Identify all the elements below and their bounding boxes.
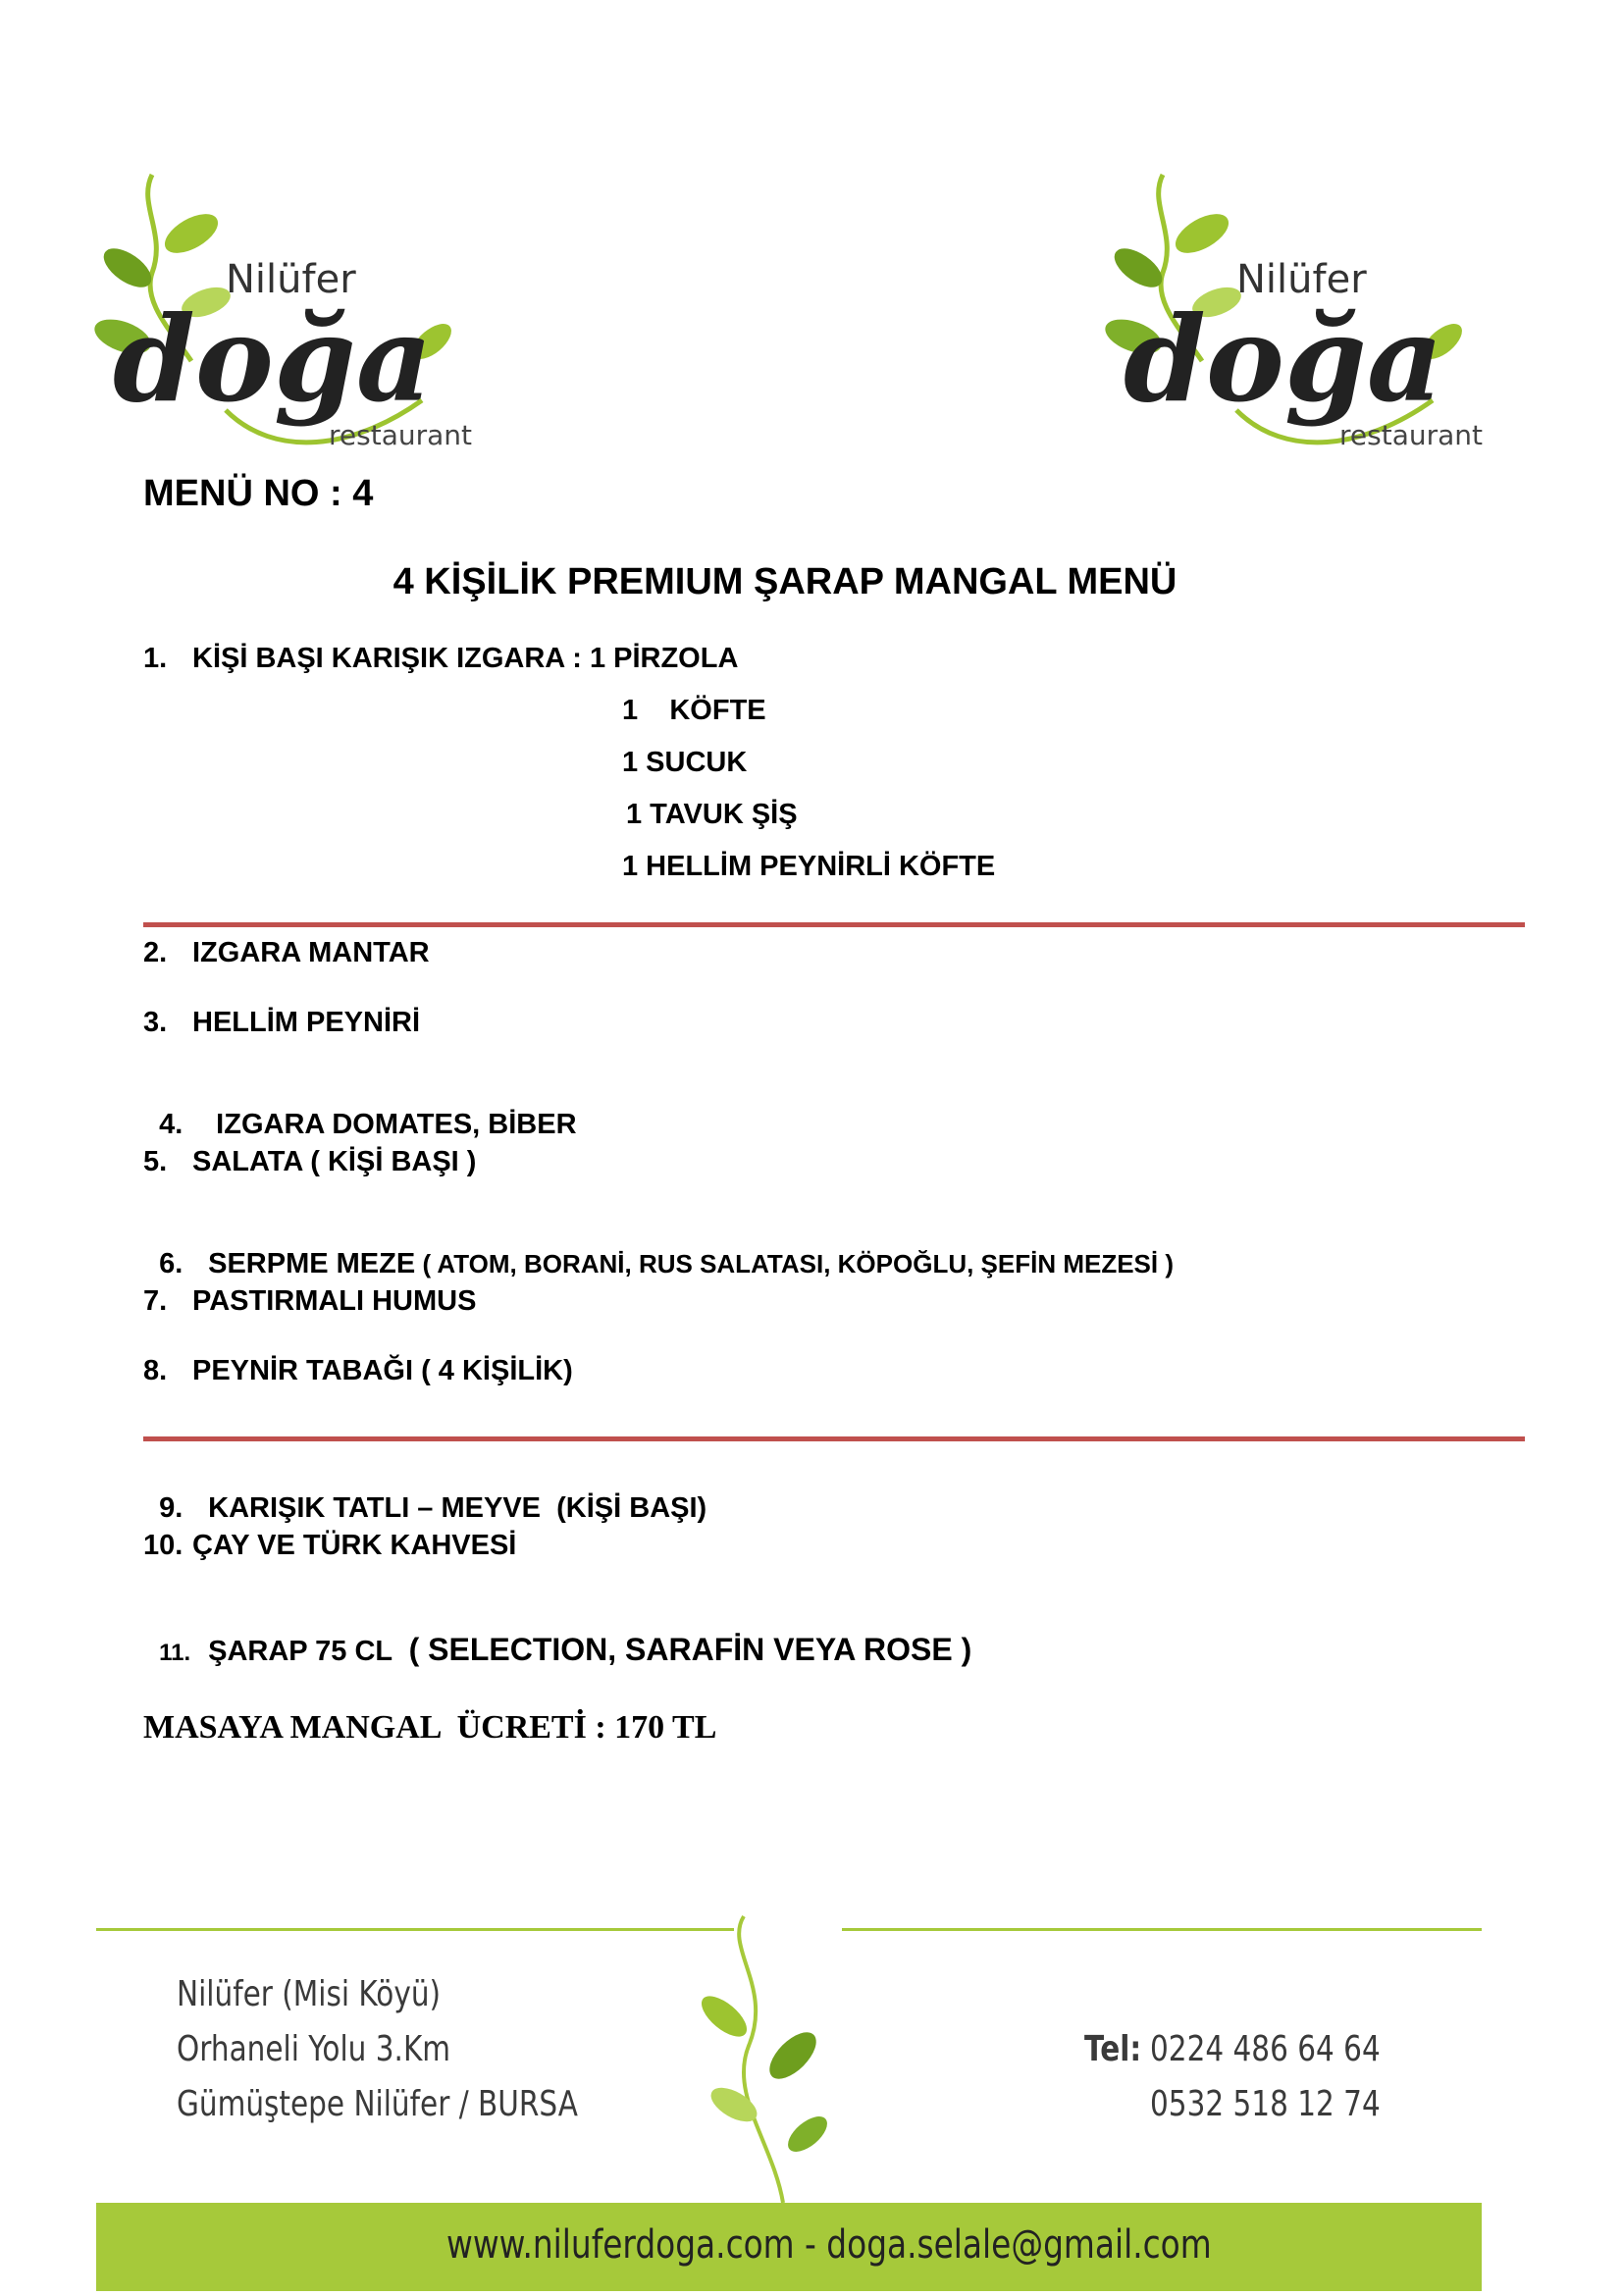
menu-item-11 — [143, 1599, 971, 1668]
menu-item-number: 11. — [159, 1640, 191, 1666]
logo-right-brand-sub: restaurant — [1339, 419, 1483, 451]
logo-right-brand-top: Nilüfer — [1236, 257, 1367, 302]
menu-item-number: 6. — [159, 1248, 183, 1279]
divider-line — [143, 922, 1525, 927]
menu-item-2 — [143, 937, 430, 969]
menu-item-detail: ( SELECTION, SARAFİN VEYA ROSE ) — [399, 1632, 972, 1667]
menu-item-7 — [143, 1285, 476, 1318]
menu-item-9 — [143, 1460, 706, 1525]
menu-item-10 — [143, 1530, 516, 1562]
divider-line — [143, 1436, 1525, 1441]
footer-address-line: Gümüştepe Nilüfer / BURSA — [177, 2084, 578, 2124]
logo-right-brand-main: doğa — [1124, 290, 1443, 429]
menu-title: 4 KİŞİLİK PREMIUM ŞARAP MANGAL MENÜ — [392, 561, 1177, 602]
menu-item-label: PEYNİR TABAĞI ( 4 KİŞİLİK) — [192, 1355, 573, 1386]
grill-fee: MASAYA MANGAL ÜCRETİ : 170 TL — [143, 1709, 717, 1746]
menu-item-detail: ( ATOM, BORANİ, RUS SALATASI, KÖPOĞLU, ŞEFİN MEZESİ ) — [415, 1249, 1175, 1278]
menu-item-1 — [143, 643, 738, 675]
menu-item-label: ŞARAP 75 CL — [208, 1636, 400, 1667]
menu-item-number: 7. — [143, 1285, 168, 1317]
menu-item-number: 3. — [143, 1007, 168, 1038]
menu-item-4 — [143, 1076, 577, 1141]
menu-item-label: IZGARA DOMATES, BİBER — [208, 1109, 577, 1140]
grill-sub-item: 1 TAVUK ŞİŞ — [626, 799, 798, 830]
menu-item-number: 2. — [143, 937, 168, 968]
menu-item-3 — [143, 1007, 420, 1039]
menu-number: MENÜ NO : 4 — [143, 473, 374, 514]
logo-left-brand-top: Nilüfer — [226, 257, 356, 302]
footer-phone: 0224 486 64 64 — [1150, 2029, 1381, 2069]
menu-item-label: SALATA ( KİŞİ BAŞI ) — [192, 1146, 477, 1177]
menu-item-number: 8. — [143, 1355, 168, 1386]
menu-item-number: 9. — [159, 1492, 183, 1524]
menu-item-label: HELLİM PEYNİRİ — [192, 1007, 421, 1038]
logo-left — [98, 165, 471, 459]
menu-item-5 — [143, 1146, 476, 1178]
menu-item-8 — [143, 1355, 573, 1387]
menu-item-number: 10. — [143, 1530, 183, 1561]
logo-left-brand-sub: restaurant — [329, 419, 472, 451]
footer-address-line: Orhaneli Yolu 3.Km — [177, 2029, 451, 2069]
grill-sub-item: 1 SUCUK — [622, 747, 748, 778]
menu-item-label: KARIŞIK TATLI – MEYVE (KİŞİ BAŞI) — [208, 1492, 707, 1524]
logo-right — [1109, 165, 1482, 459]
grill-sub-item: 1 HELLİM PEYNİRLİ KÖFTE — [622, 851, 996, 882]
menu-item-6 — [143, 1216, 1174, 1280]
menu-item-label: ÇAY VE TÜRK KAHVESİ — [192, 1530, 517, 1561]
menu-item-label: PASTIRMALI HUMUS — [192, 1285, 477, 1317]
footer-tel-label: Tel: — [1084, 2029, 1142, 2069]
menu-item-number: 1. — [143, 643, 168, 674]
menu-item-label: KİŞİ BAŞI KARIŞIK IZGARA : 1 PİRZOLA — [192, 643, 739, 674]
menu-item-number: 4. — [159, 1109, 183, 1140]
footer-phone: 0532 518 12 74 — [1150, 2084, 1381, 2124]
logo-left-brand-main: doğa — [113, 290, 433, 429]
grill-sub-item: 1 KÖFTE — [622, 695, 766, 726]
menu-item-label: SERPME MEZE — [208, 1248, 416, 1279]
menu-item-number: 5. — [143, 1146, 168, 1177]
menu-item-label: IZGARA MANTAR — [192, 937, 430, 968]
footer-address-line: Nilüfer (Misi Köyü) — [177, 1974, 442, 2014]
footer-web-email: www.niluferdoga.com - doga.selale@gmail.com — [446, 2222, 1212, 2268]
